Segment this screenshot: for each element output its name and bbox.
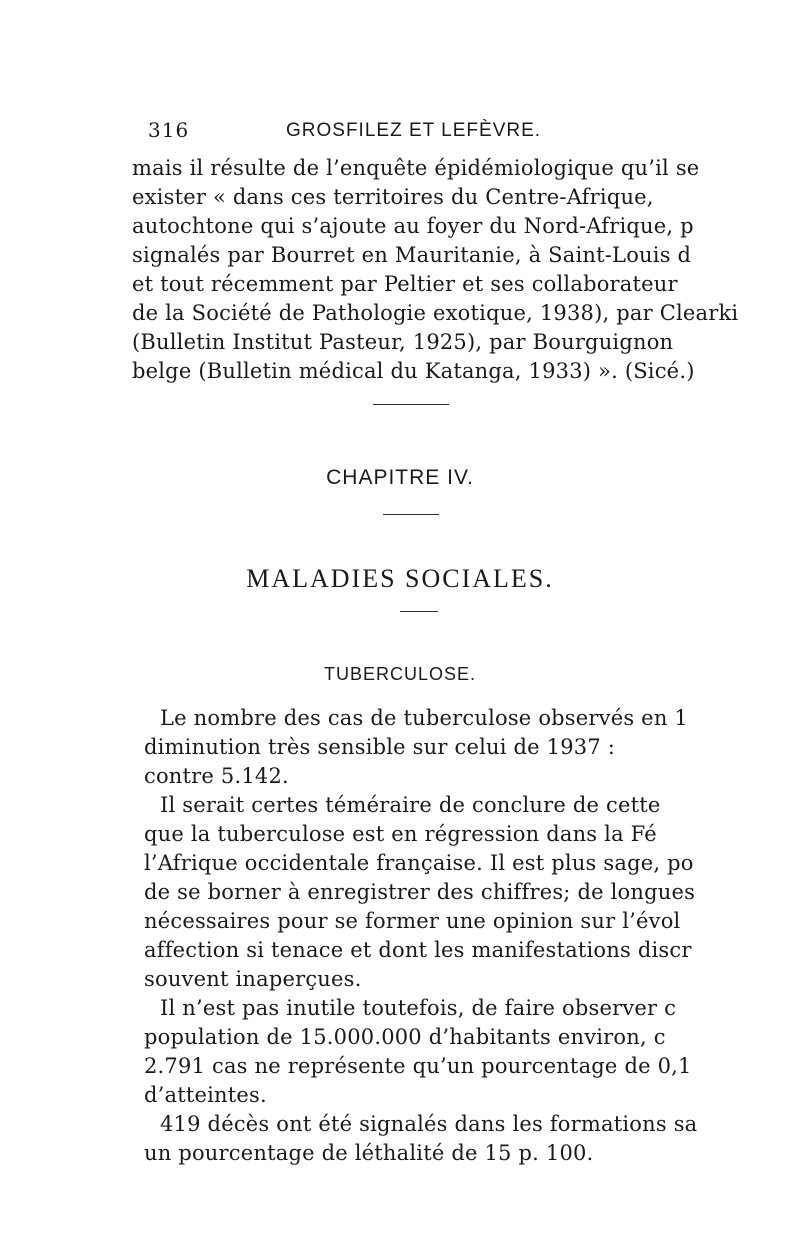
separator-rule bbox=[373, 404, 449, 405]
body-line: de la Société de Pathologie exotique, 1938), par Clearki bbox=[132, 301, 739, 325]
body-line: l’Afrique occidentale française. Il est plus sage, po bbox=[144, 851, 694, 875]
body-line: diminution très sensible sur celui de 1937 : bbox=[144, 735, 616, 759]
body-line: que la tuberculose est en régression dans la Fé bbox=[144, 822, 657, 846]
body-line: mais il résulte de l’enquête épidémiologique qu’il se bbox=[132, 156, 700, 180]
body-line: (Bulletin Institut Pasteur, 1925), par Bourguignon bbox=[132, 330, 674, 354]
body-line: de se borner à enregistrer des chiffres; de longues bbox=[144, 880, 696, 904]
body-line: Il n’est pas inutile toutefois, de faire observer c bbox=[160, 996, 677, 1020]
subsection-heading: TUBERCULOSE. bbox=[323, 664, 477, 684]
body-line: un pourcentage de léthalité de 15 p. 100. bbox=[144, 1141, 594, 1165]
body-line: et tout récemment par Peltier et ses collaborateur bbox=[132, 272, 678, 296]
body-line: Le nombre des cas de tuberculose observés en 1 bbox=[160, 706, 688, 730]
body-line: population de 15.000.000 d’habitants environ, c bbox=[144, 1025, 666, 1049]
body-line: autochtone qui s’ajoute au foyer du Nord-Afrique, p bbox=[132, 214, 694, 238]
body-line: nécessaires pour se former une opinion sur l’évol bbox=[144, 909, 681, 933]
running-title: GROSFILEZ ET LEFÈVRE. bbox=[286, 120, 542, 141]
page-number: 316 bbox=[148, 118, 190, 142]
separator-rule bbox=[383, 514, 439, 515]
body-line: belge (Bulletin médical du Katanga, 1933) ». (Sicé.) bbox=[132, 359, 695, 383]
body-line: Il serait certes téméraire de conclure de cette bbox=[160, 793, 661, 817]
body-line: 2.791 cas ne représente qu’un pourcentage de 0,1 bbox=[144, 1054, 692, 1078]
body-line: d’atteintes. bbox=[144, 1083, 267, 1107]
body-line: exister « dans ces territoires du Centre-Afrique, bbox=[132, 185, 654, 209]
running-head bbox=[148, 118, 800, 148]
body-line: contre 5.142. bbox=[144, 764, 289, 788]
body-line: affection si tenace et dont les manifestations discr bbox=[144, 938, 692, 962]
chapter-heading: CHAPITRE IV. bbox=[326, 466, 474, 489]
body-line: signalés par Bourret en Mauritanie, à Saint-Louis d bbox=[132, 243, 692, 267]
section-heading: MALADIES SOCIALES. bbox=[246, 564, 554, 593]
body-line: souvent inaperçues. bbox=[144, 967, 362, 991]
body-line: 419 décès ont été signalés dans les formations sa bbox=[160, 1112, 698, 1136]
separator-rule bbox=[400, 611, 438, 612]
